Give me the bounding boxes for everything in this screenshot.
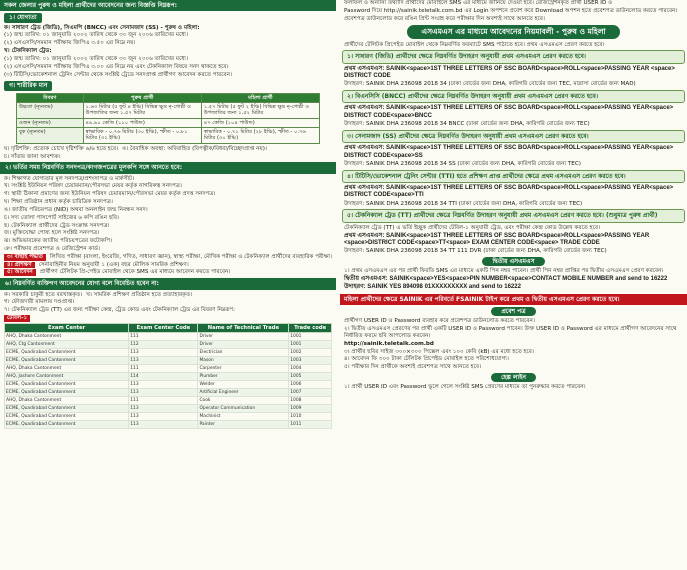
table-cell: Carpenter: [198, 365, 289, 373]
table-row: [5, 341, 332, 349]
doc-line: জ। মুক্তিযোদ্ধা পোষ্য হলে সংশ্লিষ্ট সনদপত্র।: [4, 230, 100, 237]
table-row: [5, 389, 332, 397]
doc-line: ক। শিক্ষাগত যোগ্যতার মূল সনদপত্র/প্রশংসাপত্র ও মার্কসীট।: [4, 175, 135, 182]
female-notice: মহিলা প্রার্থীদের ক্ষেত্রে SAINIK এর পরিবর্তে FSAINIK টাইপ করে প্রথম ও দ্বিতীয় এসএমএস প্রেরণ করতে হবে।: [340, 294, 687, 305]
doc-line: ঞ। পরীক্ষার প্রবেশপত্র ও রেজিস্ট্রেশন কার্ড।: [4, 245, 101, 252]
tech-note: ৭। টেকনিক্যাল ট্রেড (TT) এর জন্য পরীক্ষা কেন্দ্র, ট্রেড কোড এবং টেকনিক্যাল ট্রেড এর বিবরণ নিম্নরূপ:: [4, 307, 235, 314]
table-cell: স্বাভাবিক - ০.৭৬ মিটার (৩০ ইঞ্চি), স্ফীত - ০.৮১ মিটার (৩২ ইঞ্চি): [83, 128, 201, 144]
doc-line: ঘ। শিক্ষা প্রতিষ্ঠান প্রধান কর্তৃক চারিত্রিক সনদপত্র।: [4, 199, 113, 206]
doc-line: ঙ। জাতীয় পরিচয়পত্র (NID) অথবা অনলাইন জন্ম নিবন্ধন সনদ।: [4, 206, 148, 213]
table-cell: AHQ, Dhaka Cantonment: [5, 333, 129, 341]
table-cell: 111: [129, 365, 198, 373]
admit-5: ৫। পরীক্ষার দিন প্রার্থীকে অবশ্যই প্রবেশপত্র সাথে আনতে হবে।: [344, 364, 481, 371]
table-cell: ECME, Quadirabad Cantonment: [5, 413, 129, 421]
ineligible-a: ক। সরকারি চাকুরী হতে বরখাস্তকৃত।: [4, 291, 83, 298]
table-cell: স্বাভাবিক - ০.৭১ মিটার (২৮ ইঞ্চি), স্ফীত - ০.৭৬ মিটার (৩০ ইঞ্চি): [201, 128, 319, 144]
apply-text: প্রার্থীগণ টেলিটক প্রি-পেইড মোবাইল থেকে SMS এর মাধ্যমে আবেদন করতে পারবেন।: [39, 269, 231, 276]
table-cell: Plumber: [198, 373, 289, 381]
ineligible-b: খ। সামরিক প্রশিক্ষণ প্রতিষ্ঠান হতে প্রত্যাহারকৃত।: [86, 291, 193, 298]
table-cell: Machinist: [198, 413, 289, 421]
table-cell: 114: [129, 373, 198, 381]
admit-2: ২। দ্বিতীয় এসএমএস প্রেরণের পর প্রার্থী একটি USER ID ও Password পাবেন। উক্ত USER ID ও Password এর মাধ্যমে প্রার্থীগণ আবেদনের সাথে নির্ধারিত ফরমে ছবি আপলোড করবেন।: [344, 326, 677, 339]
table-cell: ECME, Quadirabad Cantonment: [5, 381, 129, 389]
table-row: [5, 373, 332, 381]
page-header: সকল জেলার পুরুষ ও মহিলা প্রার্থীদের আবেদনের জন্য বিজ্ঞপ্তি নিম্নরূপ:: [0, 0, 336, 11]
top-text-1: ফলাফল ও অন্যান্য তথ্যাদি প্রার্থীদের মোবাইলে SMS এর মাধ্যমে জানিয়ে দেওয়া হবে। রেজিস্ট্রেশনকৃত প্রার্থী USER ID ও: [344, 0, 613, 6]
table-header: মহিলা প্রার্থী: [201, 93, 319, 102]
table-cell: 113: [129, 389, 198, 397]
admit-3: ৩। প্রার্থীর ছবির সাইজ ৩০০×৩০০ পিক্সেল এবং ১০০ কেবি (kB) এর মধ্যে হতে হবে।: [344, 348, 534, 355]
exam-center-table: [4, 323, 332, 429]
table-cell: ECME, Quadirabad Cantonment: [5, 357, 129, 365]
left-column: [0, 0, 336, 570]
table-cell: 1001: [289, 341, 332, 349]
admit-url[interactable]: http://sainik.teletalk.com.bd: [344, 340, 434, 347]
qual-b1: (১) জন্ম তারিখ: ০১ জানুয়ারি ২০০২ তারিখ থেকে ৩০ জুন ২০০৬ তারিখের মধ্যে।: [4, 55, 188, 62]
table-cell: ওজন (ন্যূনতম): [17, 118, 84, 127]
table-header: Name of Technical Trade: [198, 323, 289, 332]
table-cell: 1006: [289, 381, 332, 389]
table-cell: ১.৬৩ মিটার (৫ ফুট ৪ ইঞ্চি) বিভিন্ন ক্ষুদ্র নৃ-গোষ্ঠী ও উপজাতির জন্য ১.৫৭ মিটার: [83, 102, 201, 118]
table-cell: ৪৭ কেজি (১০৪ পাউন্ড): [201, 118, 319, 127]
doc-line: খ। সংশ্লিষ্ট ইউনিয়ন পরিষদ চেয়ারম্যান/পৌরসভা মেয়র কর্তৃক নাগরিকত্ব সনদপত্র।: [4, 183, 182, 190]
table-cell: 113: [129, 405, 198, 413]
qual-a: ক। সাধারণ ট্রেড (জিডি), সিএমপি (BNCC) এবং সেনামজাদ (SS) - পুরুষ ও মহিলা:: [4, 24, 200, 31]
table-cell: 1004: [289, 365, 332, 373]
doc-line: গ। স্থায়ী ঠিকানা প্রমাণের জন্য ইউনিয়ন পরিষদ চেয়ারম্যান/পৌরসভা মেয়র কর্তৃক প্রদত্ত সনদপত্র।: [4, 191, 216, 198]
second-sms-example: উদাহরণ: SAINIK YES 894098 01XXXXXXXXX and send to 16222: [344, 284, 521, 291]
table-cell: Welder: [198, 381, 289, 389]
physical-heading: গ। শারীরিক মান: [4, 81, 52, 90]
sms-bncc-title: ২। বিএনসিসি (BNCC) প্রার্থীদের ক্ষেত্রে নিম্নবর্ণিত উদাহরণ অনুযায়ী প্রথম এসএমএস প্রেরণ করতে হবে।: [342, 90, 685, 103]
table-cell: বুক (ন্যূনতম): [17, 128, 84, 144]
admit-title: প্রবেশ পত্র: [491, 307, 535, 316]
vision-note: ঘ। দৃষ্টিশক্তি: প্রত্যেক চোখে দৃষ্টিশক্তি ৬/৬ হতে হবে।: [4, 145, 119, 152]
sms-tt-note: টেকনিক্যাল ট্রেড (TT) এ ভর্তি ইচ্ছুক প্রার্থীদের টেবিল-১ অনুযায়ী ট্রেড, এবং পরীক্ষা কেন্দ্র কোড উল্লেখ করতে হবে।: [344, 224, 600, 231]
sms-tti-format: প্রথম এসএমএস: SAINIK<space>1ST THREE LETTERS OF SSC BOARD<space>ROLL<space>PASSING YEAR<space> DISTRICT CODE<space>TTI: [344, 184, 674, 199]
table-cell: ECME, Quadirabad Cantonment: [5, 421, 129, 429]
qual-a2: (২) এসএসসি/সমমান পরীক্ষায় জিপিএ ৩.৫০ এর নিম্নে নয়।: [4, 40, 136, 47]
table-row: [5, 381, 332, 389]
table-cell: ১.৫৭ মিটার (৫ ফুট ২ ইঞ্চি) বিভিন্ন ক্ষুদ্র নৃ-গোষ্ঠী ও উপজাতির জন্য ১.৫২ মিটার: [201, 102, 319, 118]
table-row: [5, 333, 332, 341]
qual-b: খ। টেকনিক্যাল ট্রেড:: [4, 48, 52, 55]
table-cell: AHQ, Jashore Cantonment: [5, 373, 129, 381]
table-cell: AHQ, Dhaka Cantonment: [5, 365, 129, 373]
apply-heading: ৫। আবেদন: [4, 269, 36, 276]
table-cell: ECME, Quadirabad Cantonment: [5, 349, 129, 357]
second-sms-title: দ্বিতীয় এসএমএস: [482, 257, 544, 266]
table-cell: 111: [129, 397, 198, 405]
table-cell: 1005: [289, 373, 332, 381]
table-cell: 111: [129, 333, 198, 341]
table-cell: 1010: [289, 413, 332, 421]
marital-note: ঙ। বৈবাহিক অবস্থা: অবিবাহিত (বিপত্নীক/বিধবা/বিচ্ছেদপ্রাপ্ত নয়)।: [122, 145, 267, 152]
table-row: [5, 405, 332, 413]
table-cell: Painter: [198, 421, 289, 429]
table-row: [17, 102, 320, 118]
table-row: [5, 421, 332, 429]
table-cell: Operator Communication: [198, 405, 289, 413]
ineligible-heading: ৬। নিম্নবর্ণিত ব্যক্তিগণ আবেদনের যোগ্য বলে বিবেচিত হবেন না:: [0, 278, 336, 289]
sms-general-format: প্রথম এসএমএস: SAINIK<space>1ST THREE LETTERS OF SSC BOARD<space>ROLL<space>PASSING YEAR <space> DISTRICT CODE: [344, 65, 675, 80]
exam-table-title: টেবিল-১: [4, 315, 30, 322]
doc-line: ঝ। অভিভাবকের জাতীয় পরিচয়পত্রের ফটোকপি।: [4, 238, 113, 245]
table-cell: 1011: [289, 421, 332, 429]
table-cell: Mason: [198, 357, 289, 365]
doc-line: ছ। টেকনিক্যাল প্রার্থীদের ট্রেড সংক্রান্ত সনদপত্র।: [4, 222, 110, 229]
sms-general-title: ১। সাধারণ (জিডি) প্রার্থীদের ক্ষেত্রে নিম্নবর্ণিত উদাহরণ অনুযায়ী প্রথম এসএমএস প্রেরণ করতে হবে।: [342, 50, 685, 63]
table-row: [5, 365, 332, 373]
table-header: বিবরণ: [17, 93, 84, 102]
table-header: Exam Center Code: [129, 323, 198, 332]
sms-ss-title: ৩। সেনামজাদ (SS) প্রার্থীদের ক্ষেত্রে নিম্নবর্ণিত উদাহরণ অনুযায়ী প্রথম এসএমএস প্রেরণ করতে হবে।: [342, 130, 685, 143]
qualification-heading: ১। যোগ্যতা: [4, 13, 42, 22]
physical-standard-table: [16, 93, 320, 144]
table-cell: 1003: [289, 357, 332, 365]
selection-heading: ৩। বাছাই পদ্ধতি: [4, 254, 46, 261]
qual-a1: (১) জন্ম তারিখ: ০১ জানুয়ারি ২০০২ তারিখ থেকে ৩০ জুন ২০০৬ তারিখের মধ্যে।: [4, 32, 188, 39]
doc-line: চ। সদ্য তোলা পাসপোর্ট সাইজের ৬ কপি রঙিন ছবি।: [4, 214, 119, 221]
table-cell: 1007: [289, 389, 332, 397]
table-cell: Cook: [198, 397, 289, 405]
second-sms-format: দ্বিতীয় এসএমএস: SAINIK<space>YES<space>PIN NUMBER<space>CONTACT MOBILE NUMBER and send to 16222: [344, 276, 668, 283]
qual-c: (৩) টিটিসি/ভোকেশনাল ট্রেনিং সেন্টার থেকে সংশ্লিষ্ট ট্রেডে সনদপ্রাপ্ত প্রার্থীগণ আবেদন করতে পারবেন।: [4, 71, 232, 78]
table-row: [5, 413, 332, 421]
table-cell: ECME, Quadirabad Cantonment: [5, 389, 129, 397]
table-cell: উচ্চতা (ন্যূনতম): [17, 102, 84, 118]
sms-tti-example: উদাহরণ: SAINIK DHA 236098 2018 34 TTI (ঢাকা বোর্ডের জন্য DHA, কারিগরি বোর্ডের জন্য TEC): [344, 200, 583, 207]
selection-text: লিখিত পরীক্ষা (বাংলা, ইংরেজি, গণিত, সাধারণ জ্ঞান), স্বাস্থ্য পরীক্ষা, মৌখিক পরীক্ষা ও টেকনিক্যাল প্রার্থীদের ব্যবহারিক পরীক্ষা।: [49, 253, 332, 260]
sms-bncc-example: উদাহরণ: SAINIK DHA 236098 2018 34 BNCC (ঢাকা বোর্ডের জন্য DHA, কারিগরি বোর্ডের জন্য TEC): [344, 121, 590, 128]
table-cell: 113: [129, 413, 198, 421]
sms-title: এসএমএস এর মাধ্যমে আবেদনের নিয়মাবলী - পুরুষ ও মহিলা: [407, 25, 619, 38]
sms-tti-title: ৪। টিটিসি/ভোকেশনাল ট্রেনিং সেন্টার (TTI) হতে প্রশিক্ষণ প্রাপ্ত প্রার্থীদের ক্ষেত্রে প্রথম এসএমএস প্রেরণ করতে হবে।: [342, 170, 685, 183]
table-cell: AHQ, Dhaka Cantonment: [5, 397, 129, 405]
qual-b2: (২) এসএসসি/সমমান পরীক্ষায় জিপিএ ৩.০০ এর নিম্নে নয় এবং টেকনিক্যাল বিষয়ে সনদ থাকতে হবে।: [4, 63, 229, 70]
table-cell: Driver: [198, 333, 289, 341]
table-cell: 113: [129, 381, 198, 389]
help-title: হেল্প লাইন: [491, 373, 536, 382]
table-row: [5, 349, 332, 357]
table-row: [5, 397, 332, 405]
sms-tt-example: উদাহরণ: SAINIK DHA 236098 2018 34 TT 111 DVR (ঢাকা বোর্ডের জন্য DHA, কারিগরি বোর্ডের জন্য TEC): [344, 248, 607, 255]
table-cell: 113: [129, 349, 198, 357]
top-text-3: প্রবেশপত্র ডাউনলোড করে রঙিন প্রিন্ট সংগ্রহ করে পরীক্ষার দিন অবশ্যই সাথে আনতে হবে।: [344, 15, 545, 22]
table-row: [5, 357, 332, 365]
table-header: Trade code: [289, 323, 332, 332]
table-cell: Artificial Engineer: [198, 389, 289, 397]
sms-tt-format: প্রথম এসএমএস: SAINIK<space>1ST THREE LETTERS OF SSC BOARD<space>ROLL<space>PASSING YEAR <space>DISTRICT CODE<space>TT<space> EXAM CENTER CODE<space> TRADE CODE: [344, 232, 650, 246]
top-text-2: Password দিয়ে http://sainik.teletalk.com.bd এর Login অপশনে প্রবেশ করে Download অপশন হতে প্রবেশপত্র ডাউনলোড করতে পারবেন।: [344, 7, 678, 14]
table-cell: Driver: [198, 341, 289, 349]
documents-heading: ২। ভর্তির সময় নিম্নবর্ণিত সনদপত্র/কাগজপত্রের মূলকপি সঙ্গে আনতে হবে:: [0, 162, 336, 173]
table-header: Exam Center: [5, 323, 129, 332]
table-cell: AHQ, Ctg Cantonment: [5, 341, 129, 349]
sms-tt-title: ৫। টেকনিক্যাল ট্রেড (TT) প্রার্থীদের ক্ষেত্রে নিম্নবর্ণিত উদাহরণ অনুযায়ী প্রথম এসএমএস প্রেরণ করতে হবে। (শুধুমাত্র পুরুষ প্রার্থী): [342, 209, 685, 222]
sms-general-example: উদাহরণ: SAINIK DHA 236098 2018 34 (ঢাকা বোর্ডের জন্য DHA, কারিগরি বোর্ডের জন্য TEC, মাদ্রাসা বোর্ডের জন্য MAD): [344, 81, 636, 88]
table-cell: ECME, Quadirabad Cantonment: [5, 405, 129, 413]
table-row: [17, 118, 320, 127]
table-cell: 1002: [289, 349, 332, 357]
help-text: ১। প্রার্থী USER ID এবং Password ভুলে গেলে সংশ্লিষ্ট SMS প্রেরণের মাধ্যমে তা পুনরুদ্ধার করতে পারবেন।: [344, 384, 586, 391]
sms-bncc-format: প্রথম এসএমএস: SAINIK<space>1ST THREE LETTERS OF SSC BOARD<space>ROLL<space>PASSING YEAR<space> DISTRICT CODE<space>BNCC: [344, 105, 674, 119]
second-sms-text: ১। প্রথম এসএমএস এর পর প্রার্থী ফিরতি SMS এর মাধ্যমে একটি পিন নম্বর পাবেন। প্রার্থী পিন নম্বর প্রাপ্তির পর দ্বিতীয় এসএমএস প্রেরণ করবেন।: [344, 268, 664, 275]
table-cell: 112: [129, 341, 198, 349]
training-heading: ৪। প্রশিক্ষণ: [4, 262, 35, 269]
table-cell: ৪৯.৯০ কেজি (১১০ পাউন্ড): [83, 118, 201, 127]
table-cell: Electrician: [198, 349, 289, 357]
table-cell: 113: [129, 421, 198, 429]
admit-4: ৪। আবেদন ফি ৩০০ টাকা টেলিটক প্রিপেইড মোবাইল হতে পরিশোধযোগ্য।: [344, 356, 509, 363]
training-text: সেনাবাহিনীর নিয়ম অনুযায়ী ১ (এক) বছর মৌলিক সামরিক প্রশিক্ষণ।: [38, 261, 189, 268]
sms-ss-example: উদাহরণ: SAINIK DHA 236098 2018 34 SS (ঢাকা বোর্ডের জন্য DHA, কারিগরি বোর্ডের জন্য TEC): [344, 160, 581, 167]
admit-1: প্রার্থীগণ USER ID ও Password ব্যবহার করে প্রবেশপত্র ডাউনলোড করতে পারবেন।: [344, 318, 535, 325]
table-cell: 1009: [289, 405, 332, 413]
right-column: [340, 0, 687, 570]
swim-note: চ। সাঁতার জানা আবশ্যক।: [4, 153, 61, 160]
sms-intro: প্রার্থীদের টেলিটক প্রিপেইড মোবাইল থেকে নিম্নবর্ণিত ফরম্যাটে SMS পাঠাতে হবে। প্রথম এসএমএস প্রেরণ করতে হবে।: [344, 41, 605, 48]
table-cell: 1008: [289, 397, 332, 405]
sms-ss-format: প্রথম এসএমএস: SAINIK<space>1ST THREE LETTERS OF SSC BOARD<space>ROLL<space>PASSING YEAR<space> DISTRICT CODE<space>SS: [344, 145, 674, 159]
table-row: [17, 128, 320, 144]
table-cell: 1001: [289, 333, 332, 341]
table-cell: 113: [129, 357, 198, 365]
table-header: পুরুষ প্রার্থী: [83, 93, 201, 102]
ineligible-c: গ। ফৌজদারী মামলায় দণ্ডপ্রাপ্ত।: [4, 299, 75, 306]
